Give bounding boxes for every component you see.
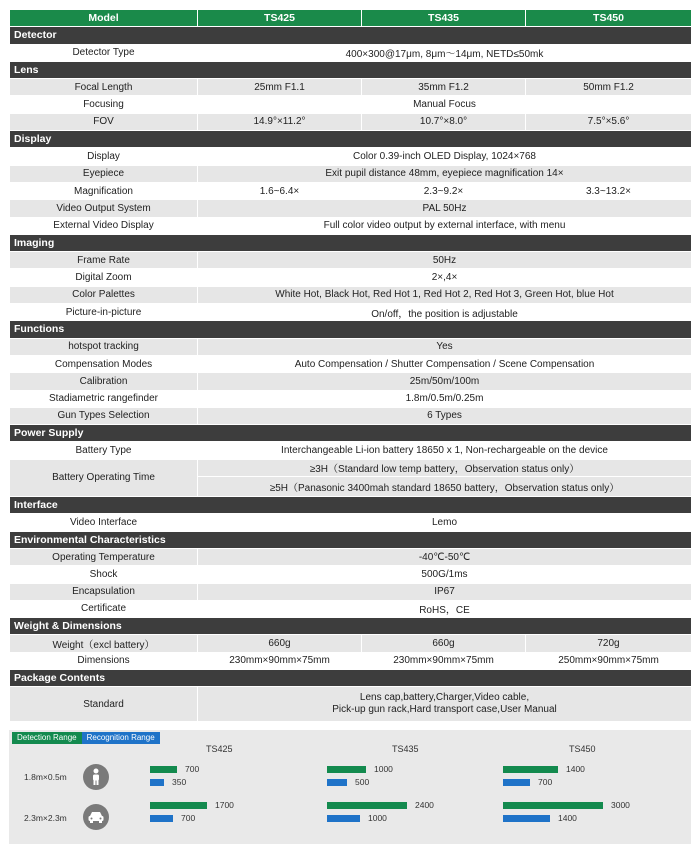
row-label: FOV: [10, 113, 198, 130]
header-ts450: TS450: [526, 10, 692, 27]
cell-ts425: 14.9°×11.2°: [198, 113, 362, 130]
row-label: Display: [10, 148, 198, 165]
cell-ts450: 720g: [526, 635, 692, 652]
row-value: ≥5H（Panasonic 3400mah standard 18650 battery，Observation status only）: [198, 477, 692, 497]
row-label: Certificate: [10, 600, 198, 617]
row-label: Dimensions: [10, 652, 198, 669]
range-legend: [12, 732, 160, 744]
range-title-ts425: TS425: [206, 744, 233, 754]
header-model: Model: [10, 10, 198, 27]
cell-ts450: 7.5°×5.6°: [526, 113, 692, 130]
recognition-bar: [150, 815, 173, 822]
row-label: Battery Operating Time: [10, 459, 198, 496]
row-value: Full color video output by external interface, with menu: [198, 217, 692, 234]
detection-bar: [327, 802, 407, 809]
row-label: Magnification: [10, 182, 198, 199]
recognition-value: 700: [538, 777, 553, 787]
row-value: 25m/50m/100m: [198, 373, 692, 390]
cell-ts425: 660g: [198, 635, 362, 652]
row-value: 400×300@17μm, 8μm～14μm, NETD≤50mk: [198, 44, 692, 61]
detection-value: 1000: [374, 764, 393, 774]
row-label: Calibration: [10, 373, 198, 390]
row-label: Video Output System: [10, 200, 198, 217]
recognition-bar: [327, 779, 347, 786]
recognition-value: 500: [355, 777, 370, 787]
row-label: Weight（excl battery）: [10, 635, 198, 652]
detection-bar: [150, 802, 207, 809]
standard-line-1: Lens cap,battery,Charger,Video cable,: [359, 691, 530, 703]
detection-value: 3000: [611, 800, 630, 810]
row-value: RoHS，CE: [198, 600, 692, 617]
row-label: Eyepiece: [10, 165, 198, 182]
row-label: Battery Type: [10, 442, 198, 459]
section-imaging: Imaging: [10, 234, 692, 251]
cell-ts435: 35mm F1.2: [362, 79, 526, 96]
section-environmental: Environmental Characteristics: [10, 531, 692, 548]
row-value: Color 0.39-inch OLED Display, 1024×768: [198, 148, 692, 165]
row-value: Interchangeable Li-ion battery 18650 x 1, Non-rechargeable on the device: [198, 442, 692, 459]
section-detector: Detector: [10, 27, 692, 44]
recognition-bar: [150, 779, 164, 786]
detection-bar: [503, 802, 603, 809]
row-label: hotspot tracking: [10, 338, 198, 355]
cell-ts435: 10.7°×8.0°: [362, 113, 526, 130]
section-lens: Lens: [10, 61, 692, 78]
cell-ts450: 250mm×90mm×75mm: [526, 652, 692, 669]
row-label: Encapsulation: [10, 583, 198, 600]
row-value: On/off，the position is adjustable: [198, 304, 692, 321]
header-ts425: TS425: [198, 10, 362, 27]
recognition-value: 1000: [368, 813, 387, 823]
cell-ts435: 660g: [362, 635, 526, 652]
detection-value: 700: [185, 764, 200, 774]
range-title-ts450: TS450: [569, 744, 596, 754]
row-label: Detector Type: [10, 44, 198, 61]
standard-line-2: Pick-up gun rack,Hard transport case,User Manual: [332, 704, 557, 716]
person-icon: [83, 764, 109, 790]
cell-ts425: 25mm F1.1: [198, 79, 362, 96]
target-label-vehicle: 2.3m×2.3m: [24, 813, 67, 823]
cell-ts435: 2.3~9.2×: [362, 182, 526, 199]
row-label: Standard: [10, 687, 198, 722]
row-label: Stadiametric rangefinder: [10, 390, 198, 407]
cell-ts450: 50mm F1.2: [526, 79, 692, 96]
detection-value: 1400: [566, 764, 585, 774]
section-display: Display: [10, 131, 692, 148]
detection-bar: [327, 766, 366, 773]
row-label: Picture-in-picture: [10, 304, 198, 321]
range-title-ts435: TS435: [392, 744, 419, 754]
row-label: External Video Display: [10, 217, 198, 234]
header-ts435: TS435: [362, 10, 526, 27]
range-panel: [9, 730, 691, 844]
row-value: Auto Compensation / Shutter Compensation / Scene Compensation: [198, 355, 692, 372]
cell-ts450: 3.3~13.2×: [526, 182, 692, 199]
row-value: 50Hz: [198, 252, 692, 269]
row-label: Focal Length: [10, 79, 198, 96]
header-row: [10, 10, 692, 27]
row-label: Operating Temperature: [10, 548, 198, 565]
row-value: 2×,4×: [198, 269, 692, 286]
recognition-bar: [503, 815, 550, 822]
section-functions: Functions: [10, 321, 692, 338]
target-label-person: 1.8m×0.5m: [24, 772, 67, 782]
recognition-value: 700: [181, 813, 196, 823]
section-interface: Interface: [10, 497, 692, 514]
detection-value: 2400: [415, 800, 434, 810]
row-label: Color Palettes: [10, 286, 198, 303]
row-value: IP67: [198, 583, 692, 600]
detection-bar: [150, 766, 177, 773]
cell-ts425: 1.6~6.4×: [198, 182, 362, 199]
cell-ts435: 230mm×90mm×75mm: [362, 652, 526, 669]
row-value: ≥3H（Standard low temp battery，Observation status only）: [198, 459, 692, 476]
row-value: Yes: [198, 338, 692, 355]
row-label: Digital Zoom: [10, 269, 198, 286]
cell-ts425: 230mm×90mm×75mm: [198, 652, 362, 669]
row-value: Manual Focus: [198, 96, 692, 113]
recognition-value: 350: [172, 777, 187, 787]
row-value: 1.8m/0.5m/0.25m: [198, 390, 692, 407]
car-icon: [83, 804, 109, 830]
row-value: PAL 50Hz: [198, 200, 692, 217]
row-value: White Hot, Black Hot, Red Hot 1, Red Hot 2, Red Hot 3, Green Hot, blue Hot: [198, 286, 692, 303]
row-label: Gun Types Selection: [10, 407, 198, 424]
row-value: Lemo: [198, 514, 692, 531]
row-label: Video Interface: [10, 514, 198, 531]
section-power-supply: Power Supply: [10, 425, 692, 442]
row-label: Focusing: [10, 96, 198, 113]
detection-value: 1700: [215, 800, 234, 810]
recognition-range-tab[interactable]: Recognition Range: [82, 732, 160, 744]
row-label: Compensation Modes: [10, 355, 198, 372]
spec-table: [9, 9, 692, 722]
section-weight-dimensions: Weight & Dimensions: [10, 618, 692, 635]
recognition-bar: [503, 779, 530, 786]
section-package-contents: Package Contents: [10, 669, 692, 686]
row-value: -40℃-50℃: [198, 548, 692, 565]
detection-bar: [503, 766, 558, 773]
row-value: 500G/1ms: [198, 566, 692, 583]
row-value: [198, 687, 692, 722]
row-label: Frame Rate: [10, 252, 198, 269]
row-value: Exit pupil distance 48mm, eyepiece magnification 14×: [198, 165, 692, 182]
recognition-bar: [327, 815, 360, 822]
row-value: 6 Types: [198, 407, 692, 424]
recognition-value: 1400: [558, 813, 577, 823]
detection-range-tab[interactable]: Detection Range: [12, 732, 82, 744]
row-label: Shock: [10, 566, 198, 583]
